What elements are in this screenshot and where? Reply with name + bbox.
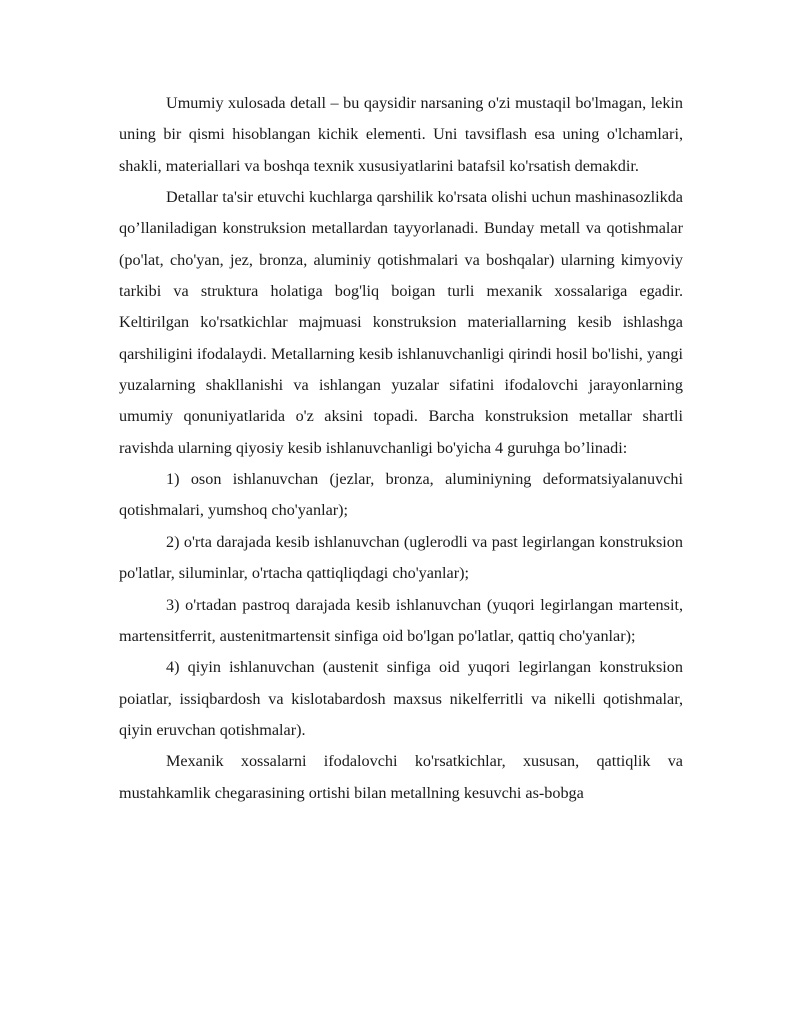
paragraph-mechanical-properties: Mexanik xossalarni ifodalovchi ko'rsatkichlar, xususan, qattiqlik va mustahkamlik chegarasining ortishi bilan metallning kesuvchi as-bobga — [119, 752, 683, 802]
paragraph-detail-definition: Umumiy xulosada detall – bu qaysidir narsaning o'zi mustaqil bo'lmagan, lekin uning bir qismi hisoblangan kichik elementi. Uni tavsiflash esa uning o'lchamlari, shakli, materiallari va boshqa texnik xususiyatlarini batafsil ko'rsatish demakdir. — [119, 94, 683, 175]
list-item-group-3: 3) o'rtadan pastroq darajada kesib ishlanuvchan (yuqori legirlangan martensit, martensitferrit, austenitmartensit sinfiga oid bo'lgan po'latlar, qattiq cho'yanlar); — [119, 595, 683, 645]
list-item-group-2: 2) o'rta darajada kesib ishlanuvchan (uglerodli va past legirlangan konstruksion po'latlar, siluminlar, o'rtacha qattiqliqdagi cho'yanlar); — [119, 532, 683, 583]
list-item-group-4: 4) qiyin ishlanuvchan (austenit sinfiga oid yuqori legirlangan konstruksion poiatlar, issiqbardosh va kislotabardosh maxsus nikelferritli va nikelli qotishmalar, qiyin eruvchan qotishmalar). — [119, 658, 683, 739]
paragraph-structural-metals: Detallar ta'sir etuvchi kuchlarga qarshilik ko'rsata olishi uchun mashinasozlikda qo’llaniladigan konstruksion metallardan tayyorlanadi. Bunday metall va qotishmalar (po'lat, cho'yan, jez, bronza, aluminiy qotishmalari va boshqalar) ularning kimyoviy tarkibi va struktura holatiga bog'liq boigan turli mexanik xossalariga egadir. Keltirilgan ko'rsatkichlar majmuasi konstruksion materiallarning kesib ishlashga qarshiligini ifodalaydi. Metallarning kesib ishlanuvchanligi qirindi hosil bo'lishi, yangi yuzalarning shakllanishi va ishlangan yuzalar sifatini ifodalovchi jarayonlarning umumiy qonuniyatlarida o'z aksini topadi. Barcha konstruksion metallar shartli ravishda ularning qiyosiy kesib ishlanuvchanligi bo'yicha 4 guruhga bo’linadi: — [119, 188, 683, 457]
document-page — [119, 88, 683, 809]
list-item-group-1: 1) oson ishlanuvchan (jezlar, bronza, aluminiyning deformatsiyalanuvchi qotishmalari, yumshoq cho'yanlar); — [119, 470, 683, 520]
